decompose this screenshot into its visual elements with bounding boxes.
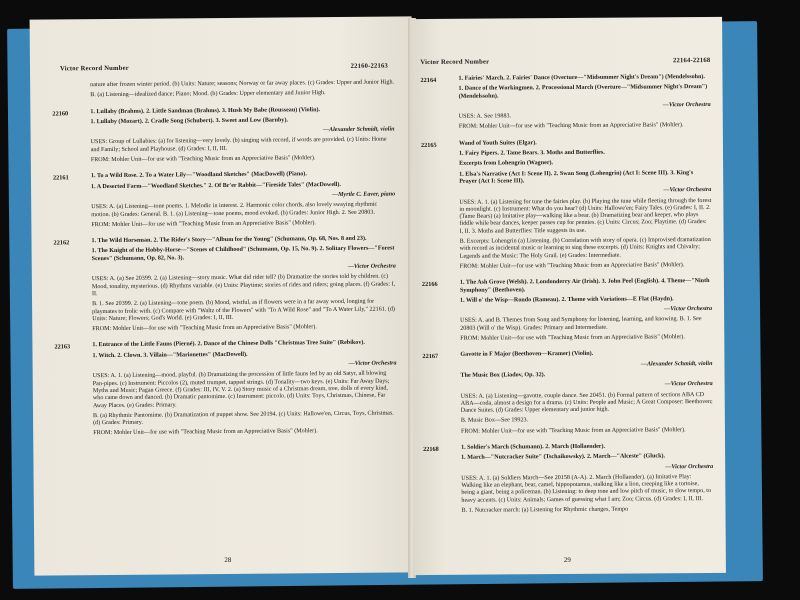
- record-description: [91, 236, 396, 337]
- record-description: [92, 340, 397, 441]
- performer-credit: —Victor Orchestra: [664, 306, 713, 313]
- selection-title: 1. The Knight of the Hobby-Horse—"Scenes of Childhood" (Schumann, Op. 15, No. 9). 2. Solitary Flowers—"Forest Scenes" (Schumann, Op. 82, No. 3).: [91, 245, 395, 262]
- right-entries: [420, 74, 713, 518]
- usage-text: USES: A. 1. (a) Listening—mood, playful. (b) Dramatizing the procession of little fauns led by an old Satyr, all blowing Pan-pipes. (c) Instrument: Piccolos (2), muted trumpet, tapped strings. (d) Tonality—two keys. (e) Units: Far Away Days; Myths and Music; Pagan Greece. (f) Grades: III, IV, V. 2. (a) Story music of a Christmas dream, tree, dolls of every kind, who came down and danced. (b) Dramatic pantomime. (c) Instrument: piccolo. (d) Units: Toys, Christmas, Chinese, Far Away Places. (e) Grades: Primary.: [92, 370, 390, 409]
- running-head-range: 22160-22163: [350, 62, 389, 70]
- usage-text: B. Music Box—See 19923.: [460, 417, 529, 425]
- record-entry: [423, 443, 714, 518]
- usage-text: FROM: Mohler Unit—for use with "Teaching Music from an Appreciative Basis" (Mohler).: [90, 155, 316, 164]
- running-head-label: Victor Record Number: [420, 58, 490, 67]
- usage-text: B. Excerpts: Lohengrin (a) Listening. (b) Correlation with story of opera. (c) Improvised dramatization with record as incidental music or learning to sing these excerpts. (d) Units: Knights and Chivalry; Legends and the Music: The Holy Grail. (e) Grades: Intermediate.: [459, 237, 711, 260]
- selection-title: 1. The Ash Grove (Welsh). 2. Londonderry Air (Irish). 3. John Peel (English). 4. Theme—"Ninth Symphony" (Beethoven).: [459, 278, 710, 294]
- usage-text: B. (a) Listening—idealized dance; Piano; Mood. (b) Grades: Upper elementary and Junior High.: [90, 90, 326, 99]
- selection-title: 1. Entrance of the Little Fauns (Pierné). 2. Dance of the Chinese Dolls "Christmas Tree Suite" (Rebikov).: [92, 340, 365, 349]
- usage-text: FROM: Mohler Unit—for use with "Teaching Music from an Appreciative Basis" (Mohler).: [460, 426, 686, 435]
- record-entry: [53, 171, 395, 233]
- performer-credit: —Alexander Schmidt, violin: [640, 360, 713, 368]
- selection-title: 1. The Wild Horseman. 2. The Rider's Story—"Album for the Young" (Schumann, Op. 68, Nos. 8 and 23).: [91, 235, 367, 245]
- record-number: 22162: [53, 239, 70, 247]
- selection-title: 1. Will o' the Wisp—Rondo (Rameau). 2. Theme with Variations—E Flat (Haydn).: [460, 296, 674, 304]
- record-entry: [52, 106, 394, 168]
- usage-text: B. (a) Rhythmic Pantomime. (b) Dramatization of puppet show. See 20194. (c) Units: Hallowe'en, Circus, Toys, Christmas. (d) Grades: Primary.: [93, 410, 394, 427]
- performer-credit: —Victor Orchestra: [665, 463, 714, 470]
- record-entry: [421, 139, 712, 274]
- usage-text: B. 1. Nutcracker march: (a) Listening for Rhythmic changes, Tempo: [461, 506, 629, 514]
- selection-title: The Music Box (Liadov, Op. 32).: [460, 372, 546, 379]
- record-number: 22164: [420, 76, 437, 85]
- record-description: [460, 278, 712, 346]
- usage-text: USES: A. See 19883.: [458, 113, 512, 120]
- selection-title: Excerpts from Lohengrin (Wagner).: [459, 160, 554, 168]
- record-description: [91, 171, 396, 232]
- usage-text: USES: Group of Lullabies: (a) for listening—very lovely. (b) singing with record, if words are provided. (c) Units: Home and Family; School and Playhouse. (d) Grades: I, II, III.: [90, 137, 387, 153]
- record-number: [52, 82, 86, 103]
- record-number: 22161: [52, 174, 69, 182]
- record-description: [90, 79, 394, 102]
- usage-text: FROM: Mohler Unit—for use with "Teaching Music from an Appreciative Basis" (Mohler).: [92, 324, 317, 333]
- usage-text: FROM: Mohler Unit—for use with "Teaching Music from an Appreciative Basis" (Mohler).: [459, 262, 685, 270]
- performer-credit: —Alexander Schmidt, violin: [322, 126, 395, 134]
- record-description: [461, 443, 714, 518]
- record-entry: [422, 350, 713, 439]
- running-head-label: Victor Record Number: [59, 64, 129, 73]
- usage-text: FROM: Mohler Unit—for use with "Teaching Music from an Appreciative Basis" (Mohler).: [93, 428, 318, 437]
- usage-text: USES: A. (a) See 20399. 2. (a) Listening—story music. What did rider tell? (b) Dramatize the stories told by children. (c) Mood, tonality, mysterious. (d) Rhythms variable. (e) Units: Playtime; stories of rides and riders; going places. (f) Grades: I, II.: [91, 273, 396, 298]
- selection-title: 1. Lullaby (Brahms). 2. Little Sandman (Brahms). 3. Hush My Babe (Rousseau) (Violin).: [90, 106, 321, 115]
- running-head-range: 22164-22168: [672, 57, 711, 65]
- right-page: [410, 17, 726, 575]
- selection-title: 1. Fairies' March. 2. Fairies' Dance (Overture—"Midsummer Night's Dream") (Mendelssohn).: [458, 74, 705, 82]
- selection-title: 1. Dance of the Workingmen. 2. Processional March (Overture—"Midsummer Night's Dream") (Mendelssohn).: [458, 84, 708, 100]
- record-description: [90, 106, 395, 167]
- record-entry: [422, 278, 712, 346]
- record-number: 22168: [423, 445, 439, 453]
- usage-text: FROM: Mohler Unit—for use with "Teaching Music from an Appreciative Basis" (Mohler).: [91, 220, 316, 229]
- record-number: 22166: [421, 281, 438, 289]
- usage-text: USES: A. 1. (a) Soldiers March—See 20158 (A-A). 2. March (Hollaender). (a) Imitative Play: Walking like an elephant, bear, camel, hippopotamus, stalking like a lion, creeping like a tortoise, being a giant, being a policeman. (b) Listening: to deep tone and low pitch of music, to slow tempo, to heavy accents. (c) Units: Animals; Games of guessing what I am; Zoo; Circus. (d) Grades: I, II, III.: [461, 474, 712, 504]
- record-number: 22163: [54, 343, 71, 351]
- page-number: 29: [563, 555, 571, 565]
- record-number: 22165: [420, 141, 437, 149]
- usage-text: USES: A. 1. (a) Listening for tune the fairies play. (b) Playing the tune while fleeting through the forest in moonlight. (c) Instrument: What do you hear? (d) Units: Hallowe'en; Fairy Tales. (e) Grades: I, II. 2. (Tame Bears) (a) Imitative play—walking like a bear. (b) Dramatizing bear and keeper, who plays fiddle while bear dances, keeper passes cup for pennies. (c) Units: Circus; Zoo; Playtime. (d) Grades: I, II. 3. Moths and Butterflies: Title suggests its use.: [459, 197, 712, 235]
- performer-credit: —Myrtle C. Eaver, piano: [331, 191, 396, 199]
- usage-text: FROM: Mohler Unit—for use with "Teaching Music from an Appreciative Basis" (Mohler).: [458, 122, 684, 131]
- usage-text: nature after frozen winter period. (b) Units: Nature; seasons; Norway or far away places. (c) Grades: Upper and Junior High.: [90, 79, 395, 89]
- performer-credit: —Victor Orchestra: [347, 263, 396, 270]
- left-entries: [52, 79, 397, 441]
- selection-title: Wand of Youth Suites (Elgar).: [458, 139, 537, 147]
- performer-credit: —Victor Orchestra: [662, 101, 711, 109]
- selection-title: 1. Soldier's March (Schumann). 2. March (Hollaender).: [461, 443, 606, 451]
- selection-title: 1. Witch. 2. Clown. 3. Villain—"Marionettes" (MacDowell).: [92, 351, 248, 359]
- page-number: 28: [224, 555, 232, 564]
- usage-text: USES: A. and B. Themes from Song and Symphony for listening, learning, and knowing. B. 1. See 20803 (Will o' the Wisp). Grades: Primary and Intermediate.: [460, 316, 702, 332]
- left-page: [30, 16, 417, 575]
- record-description: [460, 350, 713, 438]
- right-running-head: [420, 57, 710, 66]
- record-number: 22160: [52, 109, 69, 118]
- record-entry: [53, 236, 396, 337]
- selection-title: 1. Elsa's Narrative (Act I: Scene II). 2. Swan Song (Lohengrin) (Act I: Scene III). 3. King's Prayer (Act I: Scene III).: [459, 169, 694, 185]
- performer-credit: —Victor Orchestra: [664, 381, 713, 388]
- record-number: 22167: [422, 353, 439, 361]
- selection-title: 1. To a Wild Rose. 2. To a Water Lily—"Woodland Sketches" (MacDowell) (Piano).: [90, 171, 307, 180]
- selection-title: 1. A Deserted Farm—"Woodland Sketches." 2. Of Br'er Rabbit—"Fireside Tales" (MacDowell).: [91, 181, 341, 190]
- usage-text: USES: A. (a) Listening—tone poems. 1. Melodic in interest. 2. Harmonic color chords, also lovely swaying rhythmic motion. (b) Grades: General. B. 1. (a) Listening—tone poems, mood evoked. (b) Grades: Junior High. 2. See 20803.: [91, 201, 378, 218]
- selection-title: Gavotte in F Major (Beethoven—Kramer) (Violin).: [460, 351, 594, 359]
- performer-credit: —Victor Orchestra: [663, 187, 712, 194]
- record-entry: [52, 79, 394, 103]
- record-description: [459, 139, 712, 274]
- record-description: [458, 74, 710, 135]
- usage-text: USES: A. (a) Listening—gavotte, couple dance. See 20451. (b) Formal pattern of sections ABA CD ABA—coda, almost a design for a drama. (c) Units: People and Music; A Great Composer: Beethoven; Dance Suites. (d) Grades: Upper elementary and junior high.: [460, 391, 713, 414]
- usage-text: FROM: Mohler Unit—for use with "Teaching Music from an Appreciative Basis" (Mohler).: [460, 334, 685, 342]
- record-entry: [420, 74, 710, 135]
- left-running-head: [52, 62, 394, 72]
- record-entry: [54, 340, 397, 441]
- performer-credit: —Victor Orchestra: [348, 360, 397, 367]
- usage-text: B. 1. See 20399. 2. (a) Listening—tone poem. (b) Mood, wistful, as if flowers were in a far away wood, longing for playmates to frolic with. (c) Compare with "Waltz of the Flowers" with "To A Wild Rose" and "To A Water Lily," 22161. (d) Units: Nature; Flowers; God's World. (e) Grades: I, II, III.: [92, 298, 395, 322]
- selection-title: 1. March—"Nutcracker Suite" (Tschaikowsky). 2. March—"Alceste" (Gluck).: [461, 453, 666, 462]
- selection-title: 1. Fairy Pipers. 2. Tame Bears. 3. Moths and Butterflies.: [458, 149, 605, 157]
- selection-title: 1. Lullaby (Mozart). 2. Cradle Song (Schubert). 3. Sweet and Low (Barnby).: [90, 117, 289, 126]
